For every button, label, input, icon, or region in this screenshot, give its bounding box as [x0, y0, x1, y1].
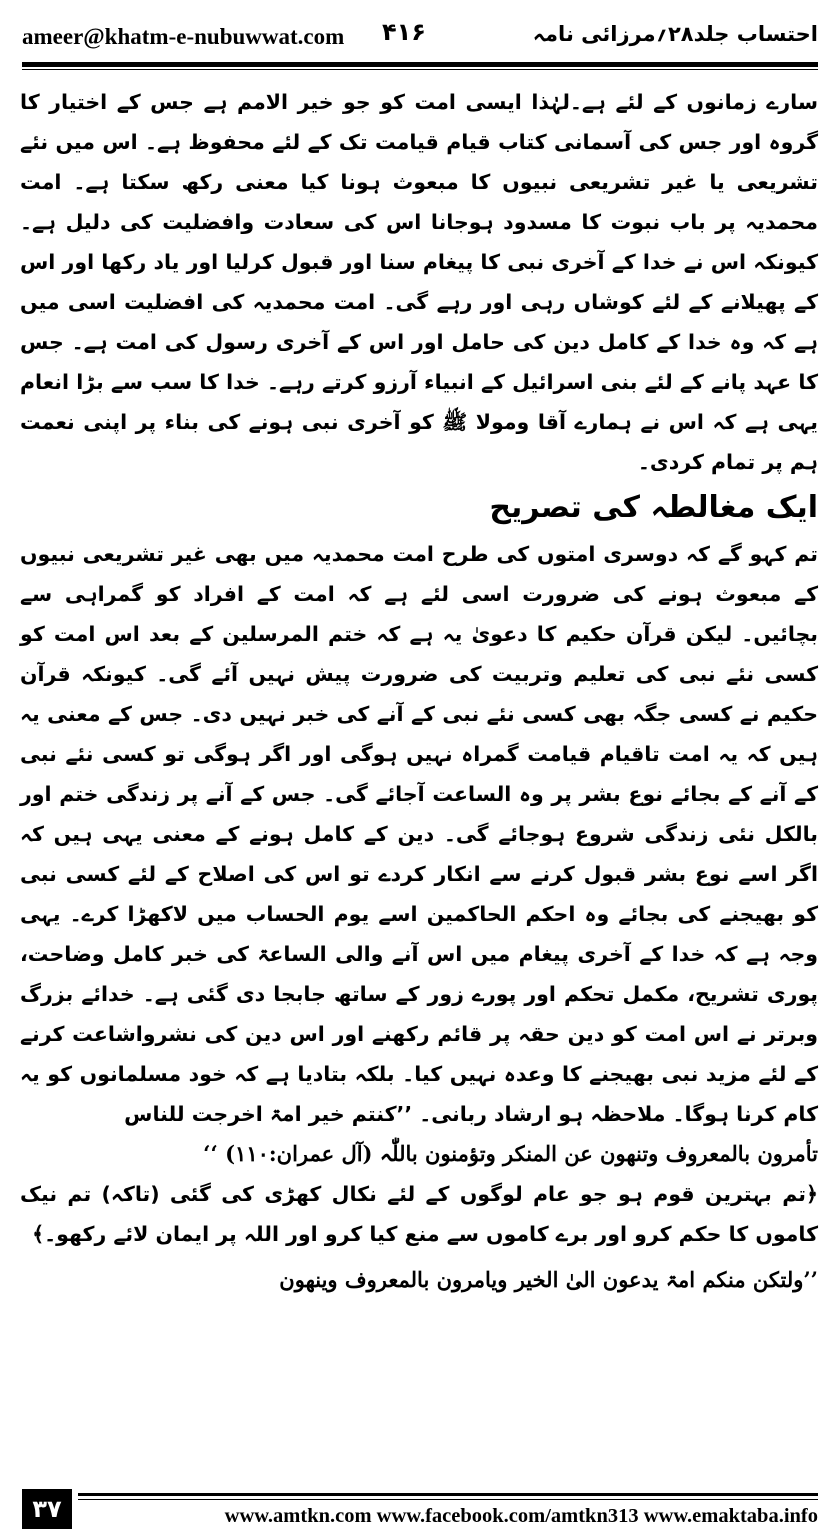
header-page-number: ۴۱۶	[382, 18, 426, 46]
page-body	[20, 82, 818, 1302]
footer-rule	[78, 1493, 818, 1529]
section-heading: ایک مغالطہ کی تصریح	[489, 490, 818, 525]
body-paragraph: سارے زمانوں کے لئے ہے۔لہٰذا ایسی امت کو جو خیر الامم ہے جس کے اختیار کا گروہ اور جس کی آسمانی کتاب قیام قیامت تک کے لئے محفوظ ہے۔ اس میں نئے تشریعی یا غیر تشریعی نبیوں کا مبعوث ہونا کیا معنی رکھ سکتا ہے۔ امت محمدیہ پر باب نبوت کا مسدود ہوجانا اس کی سعادت وافضلیت کی دلیل ہے۔ کیونکہ اس نے خدا کے آخری نبی کا پیغام سنا اور قبول کرلیا اور یاد رکھا اور اس کے پھیلانے کے لئے کوشاں رہی اور رہے گی۔ امت محمدیہ کی افضلیت اسی میں ہے کہ وہ خدا کے کامل دین کی حامل اور اس کے آخری رسول کی امت ہے۔ جس کا عہد پانے کے لئے بنی اسرائیل کے انبیاء آرزو کرتے رہے۔ خدا کا سب سے بڑا انعام یہی ہے کہ اس نے ہمارے آقا ومولا ﷺ کو آخری نبی ہونے کی بناء پر اپنی نعمت ہم پر تمام کردی۔	[20, 90, 818, 474]
header-email: ameer@khatm-e-nubuwwat.com	[22, 24, 345, 49]
body-paragraph: تم کہو گے کہ دوسری امتوں کی طرح امت محمدیہ میں بھی غیر تشریعی نبیوں کے مبعوث ہونے کی ضرورت اسی لئے ہے کہ امت کے افراد کو گمراہی سے بچائیں۔ لیکن قرآن حکیم کا دعویٰ یہ ہے کہ ختم المرسلین کے بعد اس امت کو کسی نئے نبی کی تعلیم وتربیت کی ضرورت پیش نہیں آئے گی۔ کیونکہ قرآن حکیم نے کسی جگہ بھی کسی نئے نبی کے آنے کی خبر نہیں دی۔ جس کے معنی یہ ہیں کہ یہ امت تاقیام قیامت گمراہ نہیں ہوگی اور اگر ہوگی تو کسی نئے نبی کے آنے کے بجائے نوع بشر پر وہ الساعت آجائے گی۔ جس کے آنے پر زندگی ختم اور بالکل نئی زندگی شروع ہوجائے گی۔ دین کے کامل ہونے کے معنی یہی ہیں کہ اگر اسے نوع بشر قبول کرنے سے انکار کردے تو اس کی اصلاح کے لئے کسی نبی کو بھیجنے کی بجائے وہ احکم الحاکمین اسے یوم الحساب میں لاکھڑا کرے۔ یہی وجہ ہے کہ خدا کے آخری پیغام میں اس آنے والی الساعۃ کی خبر کامل وضاحت، پوری تشریح، مکمل تحکم اور پورے زور کے ساتھ جابجا دی گئی ہے۔ خدائے بزرگ وبرتر نے اس امت کو دین حقہ پر قائم رکھنے اور اس دین کی نشرواشاعت کرنے کے لئے مزید نبی بھیجنے کا وعدہ نہیں کیا۔ بلکہ بتادیا ہے کہ خود مسلمانوں کو یہ کام کرنا ہوگا۔ ملاحظہ ہو ارشاد ربانی۔ ’’کنتم خیر امۃ اخرجت للناس	[20, 542, 818, 1126]
footer-urls: www.amtkn.com www.facebook.com/amtkn313 www.emaktaba.info	[224, 1505, 818, 1527]
arabic-verse-continued: ’’ولتکن منکم امۃ یدعون الیٰ الخیر ویامرون بالمعروف وینھون	[279, 1267, 818, 1292]
header-book-title: احتساب جلد۲۸؍مرزائی نامہ	[532, 22, 818, 46]
page-header	[22, 18, 818, 58]
arabic-verse: تأمرون بالمعروف وتنھون عن المنکر وتؤمنون باللّٰہ (آل عمران:۱۱۰) ‘‘	[203, 1141, 818, 1166]
footer-page-number: ۳۷	[22, 1489, 72, 1529]
header-rule-thin	[22, 69, 818, 70]
header-rule-thick	[22, 62, 818, 67]
verse-translation: ﴿تم بہترین قوم ہو جو عام لوگوں کے لئے نکال کھڑی کی گئی (تاکہ) تم نیک کاموں کا حکم کرو اور برے کاموں سے منع کیا کرو اور اللہ پر ایمان لائے رکھو۔﴾	[20, 1182, 818, 1246]
page-footer	[22, 1493, 818, 1529]
